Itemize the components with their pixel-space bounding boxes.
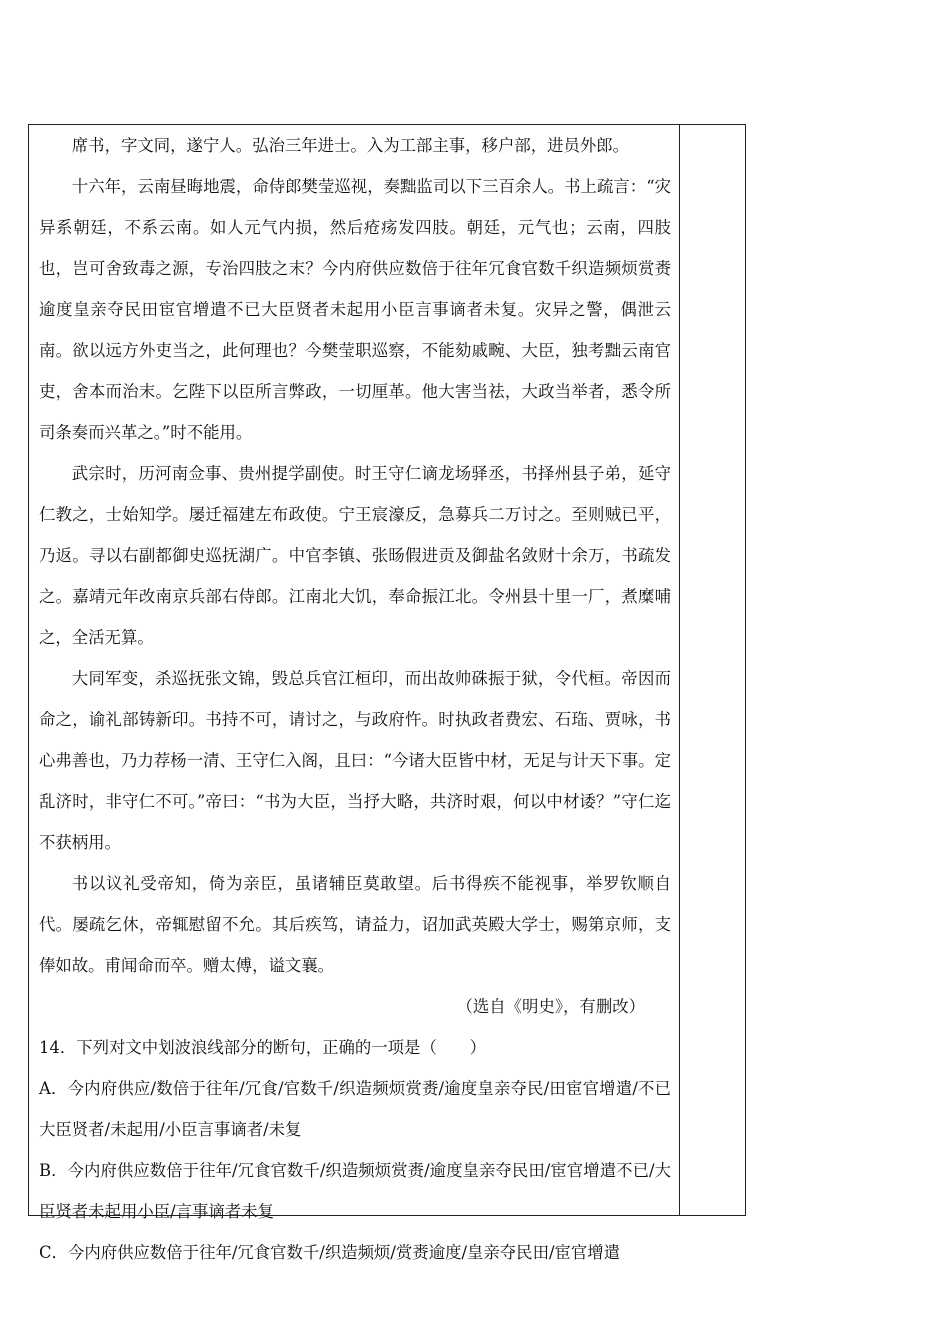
column-divider <box>679 125 680 1215</box>
question-stem: 14．下列对文中划波浪线部分的断句，正确的一项是（ ） <box>39 1038 487 1057</box>
option-c: C．今内府供应数倍于往年/冗食官数千/织造频烦/赏赉逾度/皇亲夺民田/宦官增遣 <box>39 1243 621 1262</box>
document-table <box>28 124 746 1262</box>
passage-paragraph-4: 大同军变，杀巡抚张文锦，毁总兵官江桓印，而出故帅硃振于狱，令代桓。帝因而命之，谕礼部铸新印。书持不可，请讨之，与政府忤。时执政者费宏、石珤、贾咏，书心弗善也，乃力荐杨一清、王守仁入阁，且曰：“今诸大臣皆中材，无足与计天下事。定乱济时，非守仁不可。”帝曰：“书为大臣，当抒大略，共济时艰，何以中材诿？”守仁迄不获柄用。 <box>39 669 671 852</box>
passage-source: （选自《明史》，有删改） <box>456 997 645 1016</box>
passage-paragraph-5: 书以议礼受帝知，倚为亲臣，虽诸辅臣莫敢望。后书得疾不能视事，举罗钦顺自代。屡疏乞休，帝辄慰留不允。其后疾笃，请益力，诏加武英殿大学士，赐第京师，支俸如故。甫闻命而卒。赠太傅，谥文襄。 <box>39 874 671 975</box>
passage-paragraph-2: 十六年，云南昼晦地震，命侍郎樊莹巡视，奏黜监司以下三百余人。书上疏言：“灾异系朝廷，不系云南。如人元气内损，然后疮疡发四肢。朝廷，元气也；云南，四肢也，岂可舍致毒之源，专治四肢之末？今内府供应数倍于往年冗食官数千织造频烦赏赉逾度皇亲夺民田宦官增遣不已大臣贤者未起用小臣言事谪者未复。灾异之警，偶泄云南。欲以远方外吏当之，此何理也？今樊莹职巡察，不能劾戚畹、大臣，独考黜云南官吏，舍本而治末。乞陛下以臣所言弊政，一切厘革。他大害当祛，大政当举者，悉令所司条奏而兴革之。”时不能用。 <box>39 177 671 442</box>
option-a: A．今内府供应/数倍于往年/冗食/官数千/织造频烦赏赉/逾度皇亲夺民/田宦官增遣/不已大臣贤者/未起用/小臣言事谪者/未复 <box>39 1079 671 1139</box>
option-b: B．今内府供应数倍于往年/冗食官数千/织造频烦赏赉/逾度皇亲夺民田/宦官增遣不已/大臣贤者未起用小臣/言事谪者未复 <box>39 1161 671 1221</box>
passage-paragraph-1: 席书，字文同，遂宁人。弘治三年进士。入为工部主事，移户部，进员外郎。 <box>71 136 630 155</box>
passage-cell <box>39 125 671 1273</box>
passage-paragraph-3: 武宗时，历河南佥事、贵州提学副使。时王守仁谪龙场驿丞，书择州县子弟，延守仁教之，士始知学。屡迁福建左布政使。宁王宸濠反，急募兵二万讨之。至则贼已平，乃返。寻以右副都御史巡抚湖广。中官李镇、张旸假进贡及御盐名敛财十余万，书疏发之。嘉靖元年改南京兵部右侍郎。江南北大饥，奉命振江北。令州县十里一厂，煮糜哺之，全活无算。 <box>39 464 671 647</box>
